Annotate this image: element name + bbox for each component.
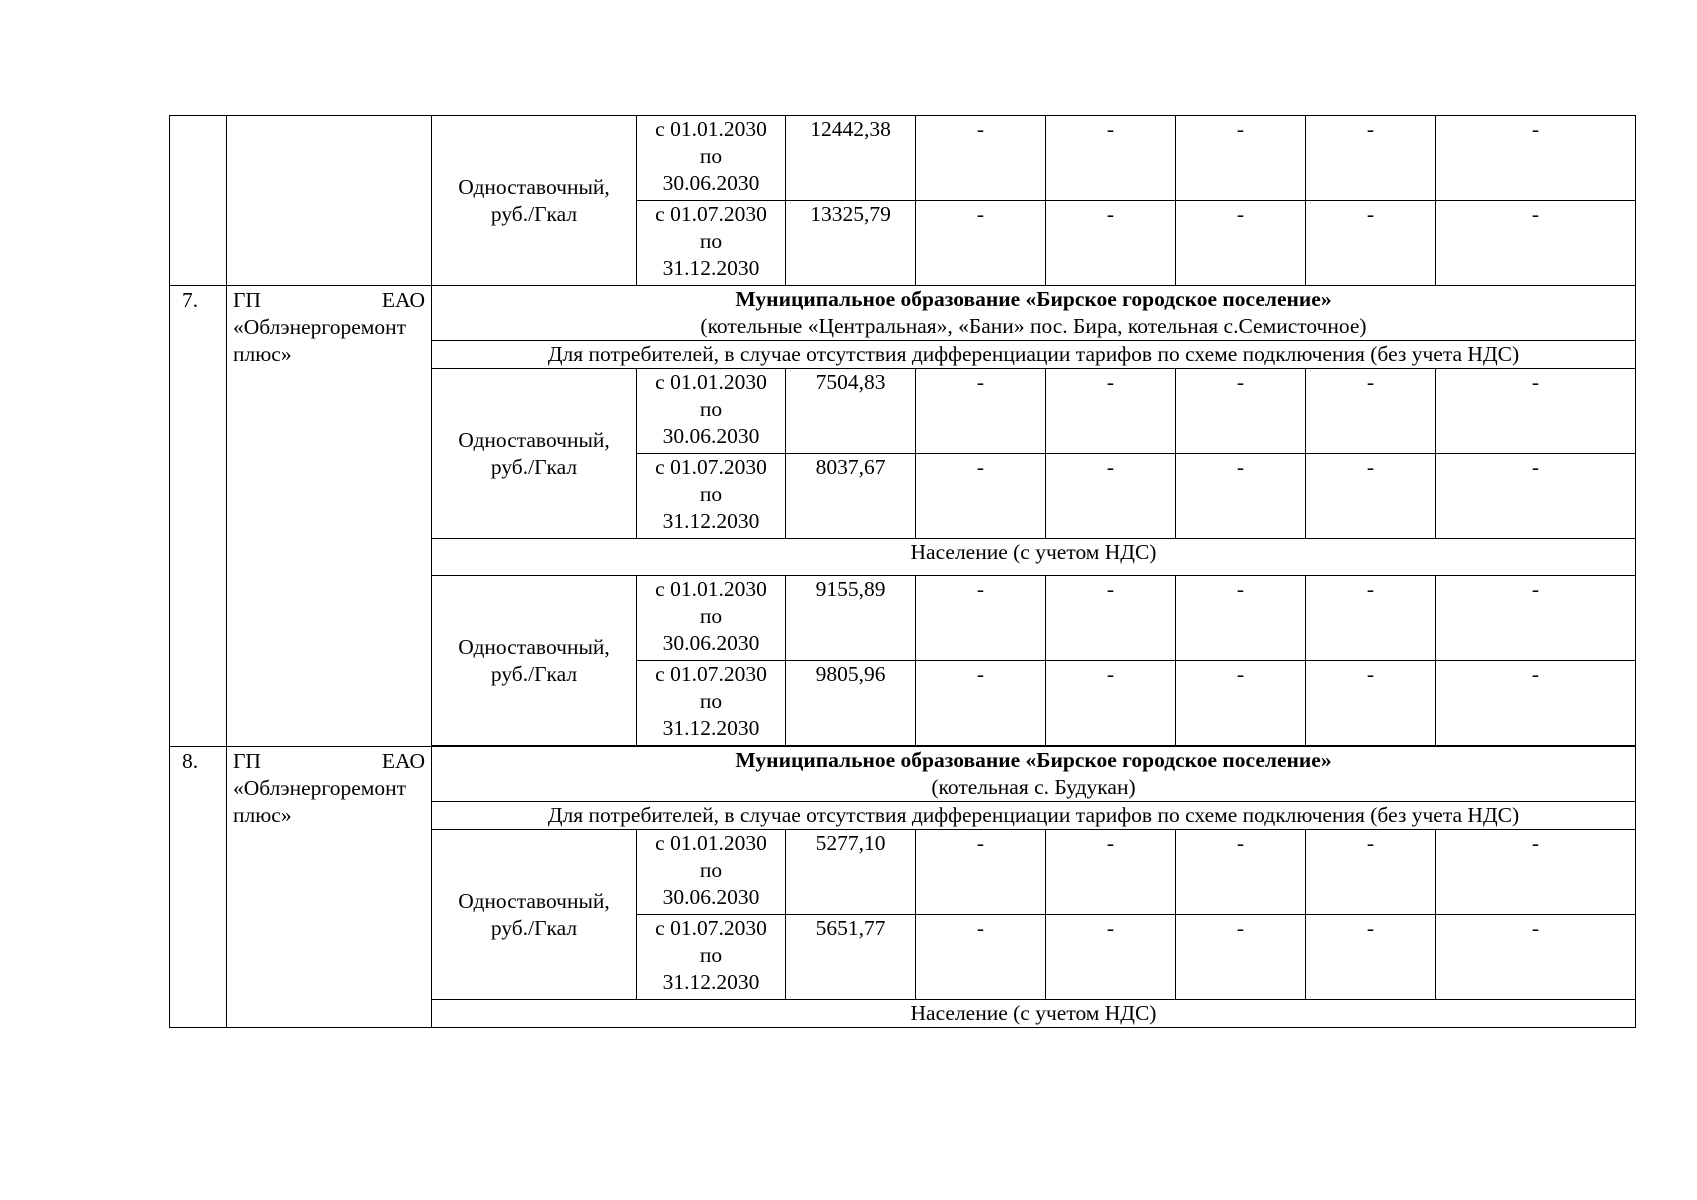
dash-cell: - [1176, 830, 1306, 915]
municipality-header: Муниципальное образование «Бирское городское поселение» (котельные «Центральная», «Бани» пос. Бира, котельная с.Семисточное) [432, 286, 1636, 341]
org-cell-empty [227, 116, 432, 286]
dash-cell: - [1046, 830, 1176, 915]
entry-number: 8. [170, 747, 227, 1028]
dash-cell: - [1046, 454, 1176, 539]
dash-cell: - [1306, 576, 1436, 661]
dash-cell: - [1176, 369, 1306, 454]
period-cell: с 01.07.2030 по 31.12.2030 [637, 915, 786, 1000]
tariff-table [169, 115, 1636, 1028]
organization-name: ГП ЕАО «Облэнергоремонт плюс» [227, 747, 432, 1028]
period-cell: с 01.07.2030 по 31.12.2030 [637, 201, 786, 286]
dash-cell: - [1306, 454, 1436, 539]
dash-cell: - [1046, 915, 1176, 1000]
dash-cell: - [1176, 576, 1306, 661]
consumers-header: Для потребителей, в случае отсутствия дифференциации тарифов по схеме подключения (без учета НДС) [432, 341, 1636, 369]
dash-cell: - [1176, 454, 1306, 539]
dash-cell: - [1046, 576, 1176, 661]
tariff-kind-cell: Одноставочный, руб./Гкал [432, 369, 637, 539]
dash-cell: - [916, 576, 1046, 661]
num-cell-empty [170, 116, 227, 286]
dash-cell: - [1046, 369, 1176, 454]
period-cell: с 01.07.2030 по 31.12.2030 [637, 454, 786, 539]
dash-cell: - [916, 915, 1046, 1000]
dash-cell: - [1046, 661, 1176, 746]
municipality-header: Муниципальное образование «Бирское городское поселение» (котельная с. Будукан) [432, 747, 1636, 802]
tariff-value: 13325,79 [786, 201, 916, 286]
population-header: Население (с учетом НДС) [432, 539, 1636, 576]
dash-cell: - [916, 116, 1046, 201]
dash-cell: - [1176, 116, 1306, 201]
dash-cell: - [1436, 116, 1636, 201]
dash-cell: - [1306, 661, 1436, 746]
dash-cell: - [1436, 576, 1636, 661]
table-row [170, 116, 1636, 201]
tariff-value: 7504,83 [786, 369, 916, 454]
dash-cell: - [1176, 661, 1306, 746]
consumers-header: Для потребителей, в случае отсутствия дифференциации тарифов по схеме подключения (без учета НДС) [432, 802, 1636, 830]
period-cell: с 01.01.2030 по 30.06.2030 [637, 830, 786, 915]
table-row [170, 286, 1636, 341]
dash-cell: - [1046, 201, 1176, 286]
dash-cell: - [1436, 661, 1636, 746]
tariff-kind-cell: Одноставочный, руб./Гкал [432, 576, 637, 746]
dash-cell: - [1306, 116, 1436, 201]
entry-number: 7. [170, 286, 227, 747]
dash-cell: - [1306, 830, 1436, 915]
tariff-value: 5651,77 [786, 915, 916, 1000]
dash-cell: - [916, 369, 1046, 454]
dash-cell: - [1176, 201, 1306, 286]
dash-cell: - [916, 454, 1046, 539]
dash-cell: - [1436, 201, 1636, 286]
period-cell: с 01.01.2030 по 30.06.2030 [637, 369, 786, 454]
dash-cell: - [1306, 915, 1436, 1000]
tariff-kind-cell: Одноставочный, руб./Гкал [432, 830, 637, 1000]
dash-cell: - [1046, 116, 1176, 201]
tariff-value: 5277,10 [786, 830, 916, 915]
organization-name: ГП ЕАО «Облэнергоремонт плюс» [227, 286, 432, 747]
dash-cell: - [916, 661, 1046, 746]
period-cell: с 01.07.2030 по 31.12.2030 [637, 661, 786, 746]
dash-cell: - [1176, 915, 1306, 1000]
tariff-value: 9155,89 [786, 576, 916, 661]
tariff-value: 8037,67 [786, 454, 916, 539]
dash-cell: - [916, 830, 1046, 915]
period-cell: с 01.01.2030 по 30.06.2030 [637, 576, 786, 661]
tariff-value: 12442,38 [786, 116, 916, 201]
dash-cell: - [1436, 830, 1636, 915]
dash-cell: - [1436, 369, 1636, 454]
dash-cell: - [1306, 201, 1436, 286]
dash-cell: - [1436, 915, 1636, 1000]
dash-cell: - [1436, 454, 1636, 539]
period-cell: с 01.01.2030 по 30.06.2030 [637, 116, 786, 201]
population-header: Население (с учетом НДС) [432, 1000, 1636, 1028]
tariff-value: 9805,96 [786, 661, 916, 746]
table-row [170, 747, 1636, 802]
tariff-kind-cell: Одноставочный, руб./Гкал [432, 116, 637, 286]
dash-cell: - [1306, 369, 1436, 454]
dash-cell: - [916, 201, 1046, 286]
